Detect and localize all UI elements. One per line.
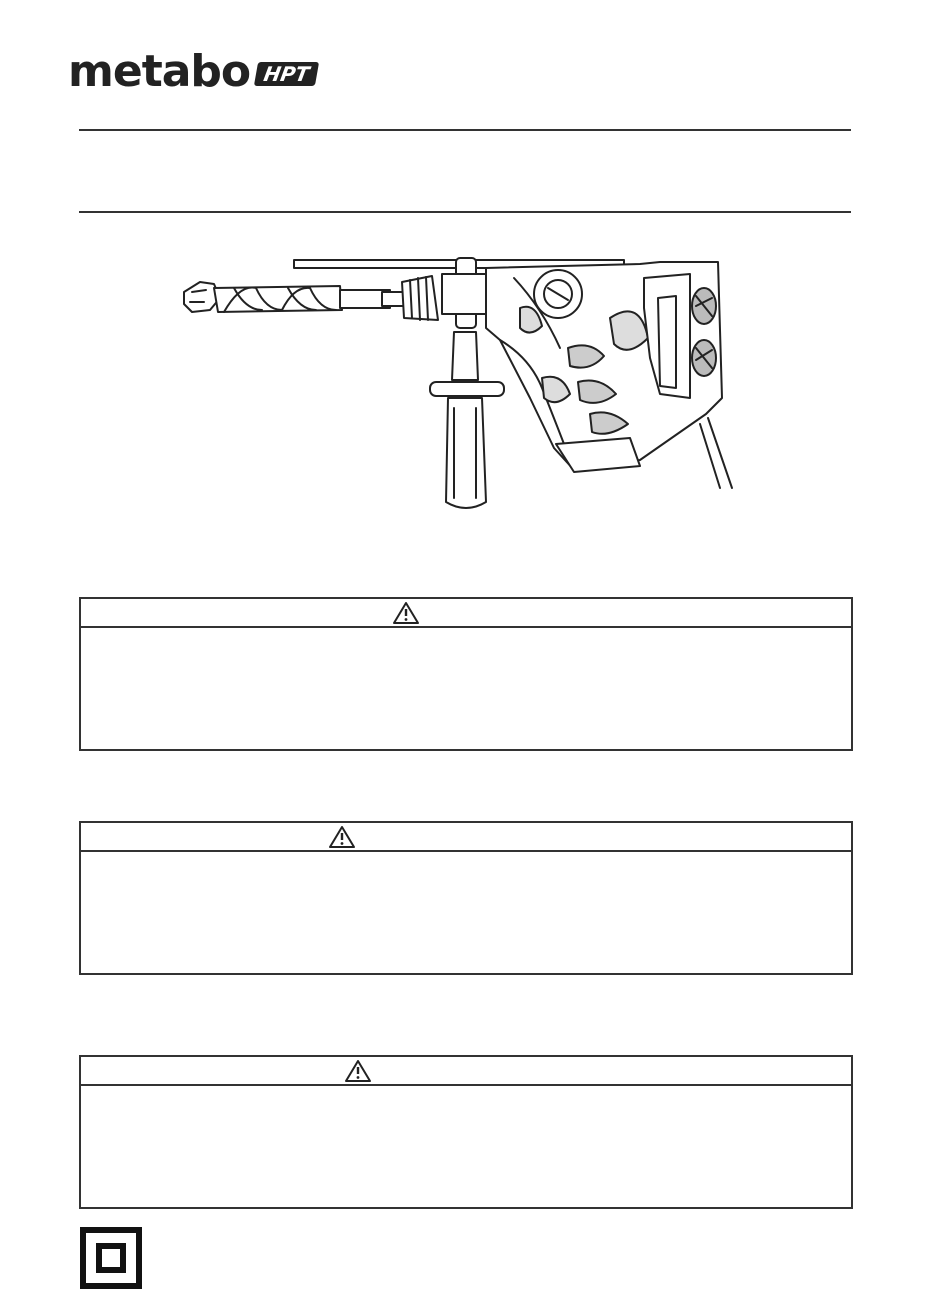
warning-triangle-icon [392,601,420,625]
brand-logo [68,46,317,97]
warning-box-body [81,1086,851,1207]
warning-box-header [81,823,851,852]
warning-box [79,597,853,751]
title-divider [79,211,851,213]
brand-name: metabo [68,46,251,97]
warning-box-header [81,599,851,628]
warning-triangle-icon [328,825,356,849]
warning-triangle-icon [344,1059,372,1083]
brand-badge: HPT [254,62,319,86]
warning-box-body [81,852,851,973]
warning-box-header [81,1057,851,1086]
warning-box [79,821,853,975]
warning-box-body [81,628,851,749]
rotary-hammer-drawing [170,248,760,528]
warning-box [79,1055,853,1209]
top-divider [79,129,851,131]
double-insulation-icon [80,1227,142,1289]
